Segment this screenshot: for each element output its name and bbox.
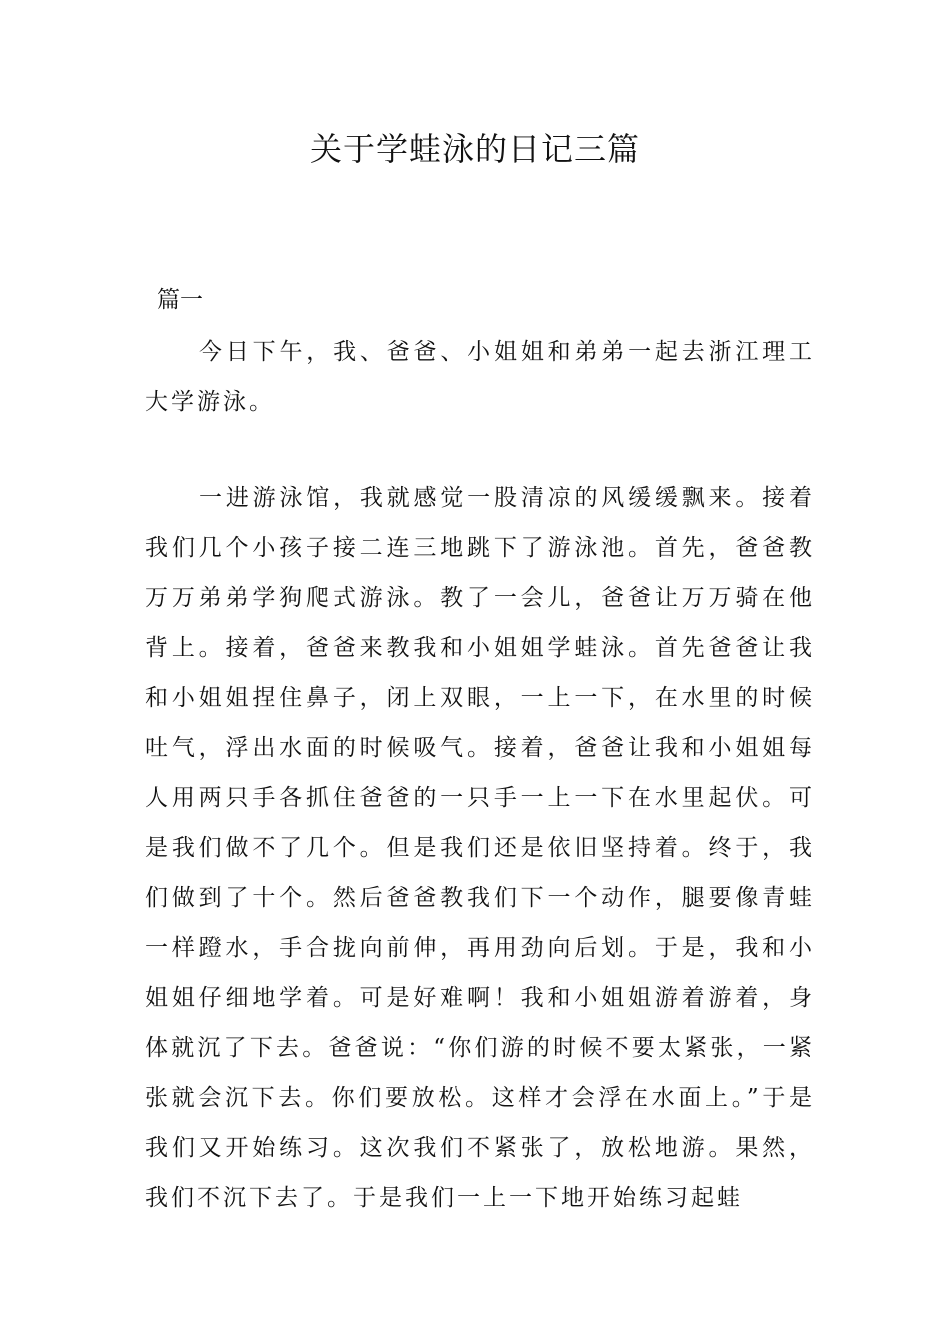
paragraph-1: 今日下午，我、爸爸、小姐姐和弟弟一起去浙江理工大学游泳。 [145, 339, 815, 415]
document-title: 关于学蛙泳的日记三篇 [309, 130, 640, 168]
paragraph-2: 一进游泳馆，我就感觉一股清凉的风缓缓飘来。接着我们几个小孩子接二连三地跳下了游泳池。首先，爸爸教万万弟弟学狗爬式游泳。教了一会儿，爸爸让万万骑在他背上。接着，爸爸来教我和小姐姐学蛙泳。首先爸爸让我和小姐姐捏住鼻子，闭上双眼，一上一下，在水里的时候吐气，浮出水面的时候吸气。接着，爸爸让我和小姐姐每人用两只手各抓住爸爸的一只手一上一下在水里起伏。可是我们做不了几个。但是我们还是依旧坚持着。终于，我们做到了十个。然后爸爸教我们下一个动作，腿要像青蛙一样蹬水，手合拢向前伸，再用劲向后划。于是，我和小姐姐仔细地学着。可是好难啊！我和小姐姐游着游着，身体就沉了下去。爸爸说：“你们游的时候不要太紧张，一紧张就会沉下去。你们要放松。这样才会浮在水面上。”于是我们又开始练习。这次我们不紧张了，放松地游。果然，我们不沉下去了。于是我们一上一下地开始练习起蛙 [145, 485, 815, 1211]
section-label: 篇一 [157, 287, 203, 313]
